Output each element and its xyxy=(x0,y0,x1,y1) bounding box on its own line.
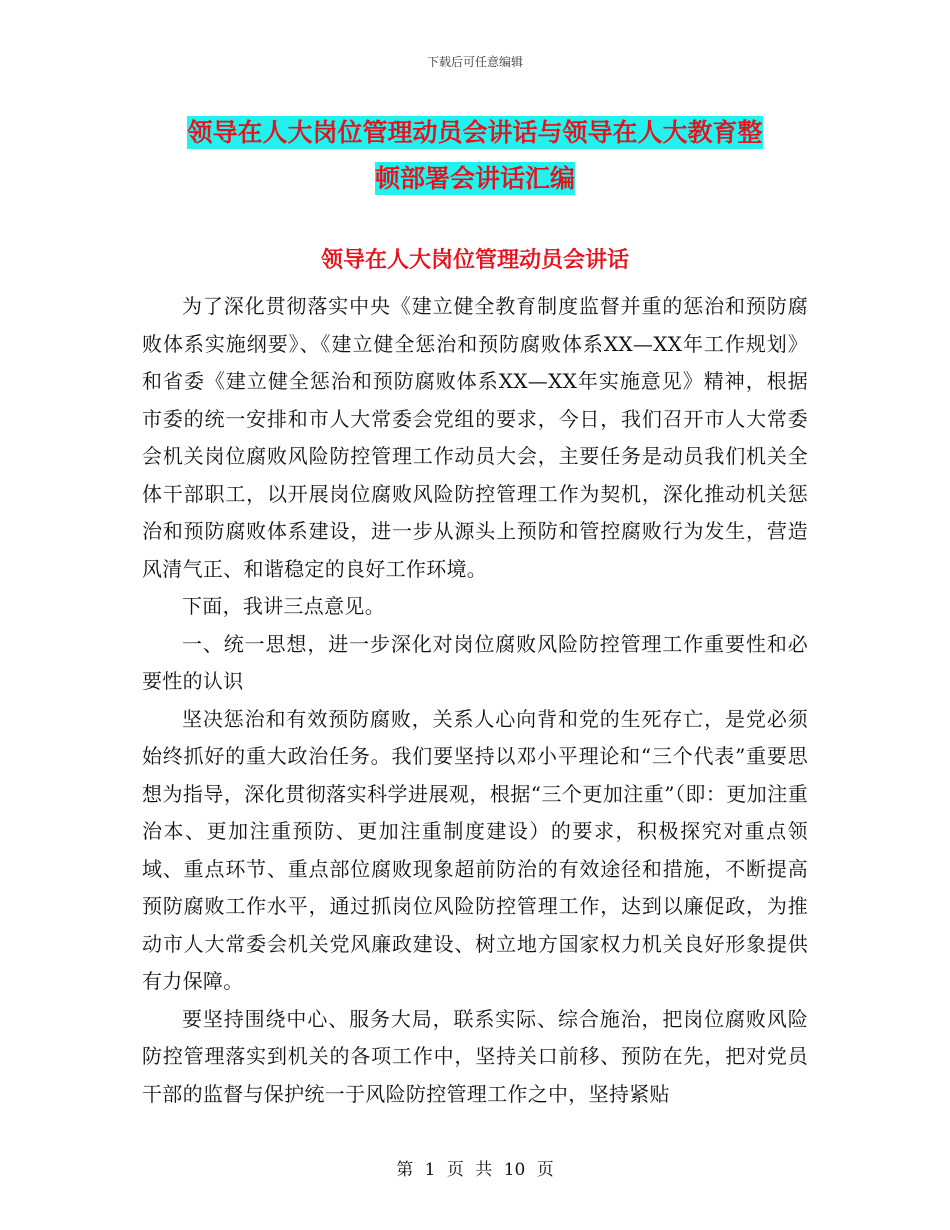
paragraph: 一、统一思想，进一步深化对岗位腐败风险防控管理工作重要性和必要性的认识 xyxy=(142,631,808,693)
document-body xyxy=(142,288,808,1113)
page-footer xyxy=(0,1155,950,1180)
footer-suffix: 页 xyxy=(536,1160,554,1180)
title-line-1: 领导在人大岗位管理动员会讲话与领导在人大教育整 xyxy=(187,118,763,147)
paragraph: 为了深化贯彻落实中央《建立健全教育制度监督并重的惩治和预防腐败体系实施纲要》、《建立健全惩治和预防腐败体系XX—XX年工作规划》和省委《建立健全惩治和预防腐败体系XX—XX年实施意见》精神，根据市委的统一安排和市人大常委会党组的要求，今日，我们召开市人大常委会机关岗位腐败风险防控管理工作动员大会，主要任务是动员我们机关全体干部职工，以开展岗位腐败风险防控管理工作为契机，深化推动机关惩治和预防腐败体系建设，进一步从源头上预防和管控腐败行为发生，营造风清气正、和谐稳定的良好工作环境。 xyxy=(142,294,808,581)
document-title xyxy=(0,110,950,202)
page-total: 10 xyxy=(503,1160,526,1180)
paragraph: 坚决惩治和有效预防腐败，关系人心向背和党的生死存亡，是党必须始终抓好的重大政治任务。我们要坚持以邓小平理论和“三个代表”重要思想为指导，深化贯彻落实科学进展观，根据“三个更加注重”（即：更加注重治本、更加注重预防、更加注重制度建设）的要求，积极探究对重点领域、重点环节、重点部位腐败现象超前防治的有效途径和措施，不断提高预防腐败工作水平，通过抓岗位风险防控管理工作，达到以廉促政，为推动市人大常委会机关党风廉政建设、树立地方国家权力机关良好形象提供有力保障。 xyxy=(142,706,808,993)
footer-middle: 页 共 xyxy=(446,1160,493,1180)
paragraph: 下面，我讲三点意见。 xyxy=(182,594,385,618)
page-number: 1 xyxy=(424,1160,436,1180)
header-note: 下载后可任意编辑 xyxy=(426,55,523,69)
paragraph: 要坚持围绕中心、服务大局，联系实际、综合施治，把岗位腐败风险防控管理落实到机关的各项工作中，坚持关口前移、预防在先，把对党员干部的监督与保护统一于风险防控管理工作之中，坚持紧贴 xyxy=(142,1006,808,1106)
title-line-2: 顿部署会讲话汇编 xyxy=(374,164,575,193)
footer-prefix: 第 xyxy=(396,1160,414,1180)
section-title: 领导在人大岗位管理动员会讲话 xyxy=(320,247,629,273)
